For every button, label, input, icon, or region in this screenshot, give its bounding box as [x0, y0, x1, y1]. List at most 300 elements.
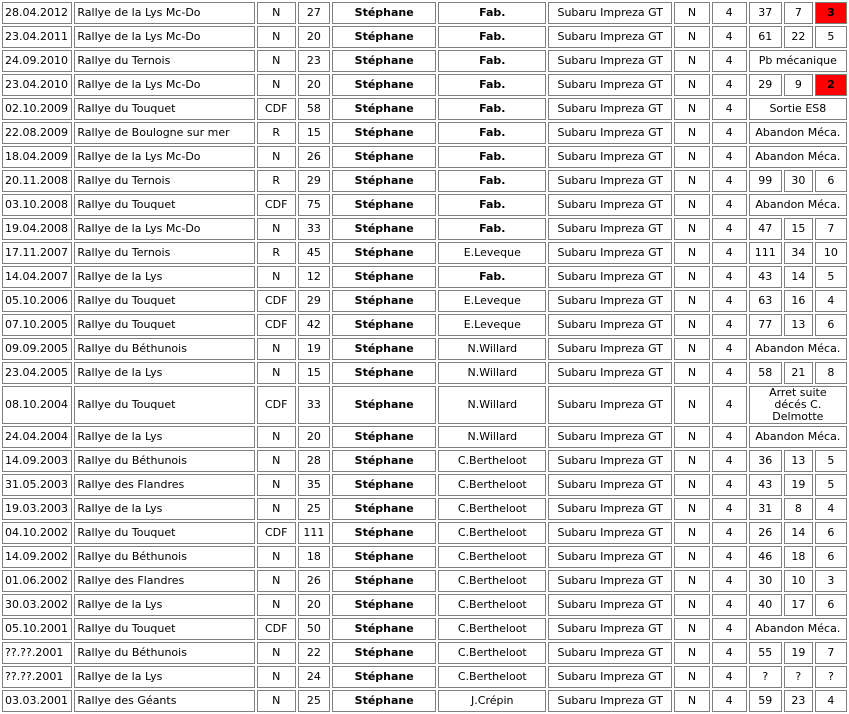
date-cell: 24.09.2010 [2, 50, 72, 72]
overall-rank-cell: 26 [749, 522, 782, 544]
overall-rank-cell: 36 [749, 450, 782, 472]
overall-rank-cell: 47 [749, 218, 782, 240]
date-cell: 22.08.2009 [2, 122, 72, 144]
car-cell: Subaru Impreza GT [548, 266, 672, 288]
class-rank-cell: 3 [815, 570, 847, 592]
class-cell: 4 [712, 26, 747, 48]
copilot-cell: Fab. [438, 26, 546, 48]
driver-cell: Stéphane [332, 666, 437, 688]
group-cell: N [674, 122, 709, 144]
rally-name-cell: Rallye du Béthunois [74, 338, 254, 360]
rally-name-cell: Rallye de la Lys [74, 498, 254, 520]
rally-name-cell: Rallye des Géants [74, 690, 254, 712]
group-cell: N [674, 170, 709, 192]
overall-rank-cell: 46 [749, 546, 782, 568]
result-note-cell: Abandon Méca. [749, 194, 847, 216]
group-rank-cell: 16 [784, 290, 813, 312]
copilot-cell: C.Bertheloot [438, 618, 546, 640]
date-cell: 05.10.2001 [2, 618, 72, 640]
race-number-cell: 45 [298, 242, 330, 264]
class-cell: 4 [712, 290, 747, 312]
table-row [2, 362, 847, 384]
car-cell: Subaru Impreza GT [548, 74, 672, 96]
car-cell: Subaru Impreza GT [548, 666, 672, 688]
copilot-cell: Fab. [438, 2, 546, 24]
rally-name-cell: Rallye de la Lys [74, 266, 254, 288]
car-cell: Subaru Impreza GT [548, 642, 672, 664]
class-rank-cell: 5 [815, 450, 847, 472]
table-row [2, 450, 847, 472]
copilot-cell: C.Bertheloot [438, 522, 546, 544]
group-rank-cell: 19 [784, 474, 813, 496]
overall-rank-cell: 77 [749, 314, 782, 336]
driver-cell: Stéphane [332, 98, 437, 120]
driver-cell: Stéphane [332, 26, 437, 48]
date-cell: 03.03.2001 [2, 690, 72, 712]
category-cell: N [257, 474, 296, 496]
group-cell: N [674, 498, 709, 520]
driver-cell: Stéphane [332, 338, 437, 360]
group-cell: N [674, 666, 709, 688]
group-cell: N [674, 426, 709, 448]
rally-name-cell: Rallye du Touquet [74, 618, 254, 640]
category-cell: CDF [257, 386, 296, 424]
driver-cell: Stéphane [332, 546, 437, 568]
table-row [2, 98, 847, 120]
table-row [2, 522, 847, 544]
driver-cell: Stéphane [332, 498, 437, 520]
copilot-cell: C.Bertheloot [438, 450, 546, 472]
copilot-cell: C.Bertheloot [438, 498, 546, 520]
driver-cell: Stéphane [332, 74, 437, 96]
date-cell: 17.11.2007 [2, 242, 72, 264]
category-cell: N [257, 546, 296, 568]
category-cell: N [257, 26, 296, 48]
rally-name-cell: Rallye de la Lys [74, 426, 254, 448]
car-cell: Subaru Impreza GT [548, 242, 672, 264]
driver-cell: Stéphane [332, 450, 437, 472]
race-number-cell: 35 [298, 474, 330, 496]
car-cell: Subaru Impreza GT [548, 146, 672, 168]
copilot-cell: Fab. [438, 170, 546, 192]
class-cell: 4 [712, 522, 747, 544]
class-cell: 4 [712, 98, 747, 120]
date-cell: 05.10.2006 [2, 290, 72, 312]
copilot-cell: Fab. [438, 146, 546, 168]
copilot-cell: Fab. [438, 122, 546, 144]
group-cell: N [674, 618, 709, 640]
group-cell: N [674, 266, 709, 288]
date-cell: ??.??.2001 [2, 666, 72, 688]
class-cell: 4 [712, 546, 747, 568]
overall-rank-cell: 58 [749, 362, 782, 384]
class-cell: 4 [712, 386, 747, 424]
group-cell: N [674, 474, 709, 496]
race-number-cell: 42 [298, 314, 330, 336]
class-cell: 4 [712, 314, 747, 336]
copilot-cell: C.Bertheloot [438, 474, 546, 496]
driver-cell: Stéphane [332, 218, 437, 240]
group-rank-cell: 10 [784, 570, 813, 592]
result-note-cell: Abandon Méca. [749, 426, 847, 448]
group-cell: N [674, 2, 709, 24]
race-number-cell: 29 [298, 290, 330, 312]
table-row [2, 266, 847, 288]
copilot-cell: J.Crépin [438, 690, 546, 712]
group-rank-cell: 23 [784, 690, 813, 712]
class-cell: 4 [712, 666, 747, 688]
race-number-cell: 22 [298, 642, 330, 664]
class-cell: 4 [712, 570, 747, 592]
group-cell: N [674, 194, 709, 216]
group-cell: N [674, 570, 709, 592]
driver-cell: Stéphane [332, 386, 437, 424]
results-body [2, 2, 847, 712]
date-cell: 23.04.2005 [2, 362, 72, 384]
group-cell: N [674, 242, 709, 264]
class-cell: 4 [712, 474, 747, 496]
driver-cell: Stéphane [332, 194, 437, 216]
driver-cell: Stéphane [332, 314, 437, 336]
copilot-cell: N.Willard [438, 426, 546, 448]
copilot-cell: Fab. [438, 266, 546, 288]
race-number-cell: 25 [298, 690, 330, 712]
overall-rank-cell: 43 [749, 474, 782, 496]
group-cell: N [674, 314, 709, 336]
rally-name-cell: Rallye du Ternois [74, 170, 254, 192]
copilot-cell: C.Bertheloot [438, 666, 546, 688]
group-rank-cell: 14 [784, 266, 813, 288]
rally-name-cell: Rallye du Ternois [74, 50, 254, 72]
rally-name-cell: Rallye du Touquet [74, 386, 254, 424]
table-row [2, 618, 847, 640]
copilot-cell: N.Willard [438, 362, 546, 384]
rally-name-cell: Rallye de la Lys [74, 666, 254, 688]
driver-cell: Stéphane [332, 146, 437, 168]
table-row [2, 146, 847, 168]
class-cell: 4 [712, 266, 747, 288]
table-row [2, 338, 847, 360]
date-cell: 02.10.2009 [2, 98, 72, 120]
category-cell: CDF [257, 290, 296, 312]
date-cell: 01.06.2002 [2, 570, 72, 592]
group-rank-cell: 14 [784, 522, 813, 544]
race-number-cell: 33 [298, 386, 330, 424]
copilot-cell: Fab. [438, 74, 546, 96]
race-number-cell: 58 [298, 98, 330, 120]
table-row [2, 2, 847, 24]
group-cell: N [674, 642, 709, 664]
car-cell: Subaru Impreza GT [548, 522, 672, 544]
group-cell: N [674, 218, 709, 240]
group-cell: N [674, 98, 709, 120]
group-cell: N [674, 26, 709, 48]
group-rank-cell: 17 [784, 594, 813, 616]
class-rank-cell: 6 [815, 546, 847, 568]
table-row [2, 386, 847, 424]
category-cell: CDF [257, 98, 296, 120]
date-cell: 19.04.2008 [2, 218, 72, 240]
class-rank-cell: 2 [815, 74, 847, 96]
group-cell: N [674, 362, 709, 384]
overall-rank-cell: 40 [749, 594, 782, 616]
copilot-cell: Fab. [438, 218, 546, 240]
category-cell: N [257, 426, 296, 448]
class-cell: 4 [712, 194, 747, 216]
group-cell: N [674, 386, 709, 424]
table-row [2, 170, 847, 192]
race-number-cell: 25 [298, 498, 330, 520]
result-note-cell: Arret suite décés C. Delmotte [749, 386, 847, 424]
driver-cell: Stéphane [332, 290, 437, 312]
race-number-cell: 18 [298, 546, 330, 568]
car-cell: Subaru Impreza GT [548, 498, 672, 520]
overall-rank-cell: 29 [749, 74, 782, 96]
car-cell: Subaru Impreza GT [548, 474, 672, 496]
class-cell: 4 [712, 50, 747, 72]
class-rank-cell: 4 [815, 690, 847, 712]
overall-rank-cell: 43 [749, 266, 782, 288]
car-cell: Subaru Impreza GT [548, 194, 672, 216]
race-number-cell: 29 [298, 170, 330, 192]
table-row [2, 26, 847, 48]
overall-rank-cell: 30 [749, 570, 782, 592]
table-row [2, 570, 847, 592]
driver-cell: Stéphane [332, 474, 437, 496]
driver-cell: Stéphane [332, 266, 437, 288]
date-cell: 07.10.2005 [2, 314, 72, 336]
date-cell: ??.??.2001 [2, 642, 72, 664]
group-rank-cell: 9 [784, 74, 813, 96]
table-row [2, 290, 847, 312]
class-cell: 4 [712, 642, 747, 664]
result-note-cell: Abandon Méca. [749, 146, 847, 168]
group-rank-cell: 8 [784, 498, 813, 520]
table-row [2, 218, 847, 240]
copilot-cell: E.Leveque [438, 290, 546, 312]
rally-name-cell: Rallye de la Lys [74, 594, 254, 616]
rally-name-cell: Rallye de la Lys Mc-Do [74, 74, 254, 96]
date-cell: 28.04.2012 [2, 2, 72, 24]
class-cell: 4 [712, 450, 747, 472]
car-cell: Subaru Impreza GT [548, 338, 672, 360]
group-rank-cell: 7 [784, 2, 813, 24]
category-cell: N [257, 450, 296, 472]
class-rank-cell: ? [815, 666, 847, 688]
category-cell: R [257, 242, 296, 264]
category-cell: CDF [257, 522, 296, 544]
race-number-cell: 27 [298, 2, 330, 24]
group-cell: N [674, 546, 709, 568]
driver-cell: Stéphane [332, 618, 437, 640]
table-row [2, 242, 847, 264]
driver-cell: Stéphane [332, 642, 437, 664]
car-cell: Subaru Impreza GT [548, 2, 672, 24]
driver-cell: Stéphane [332, 2, 437, 24]
category-cell: CDF [257, 194, 296, 216]
copilot-cell: Fab. [438, 50, 546, 72]
rally-name-cell: Rallye du Ternois [74, 242, 254, 264]
race-number-cell: 24 [298, 666, 330, 688]
car-cell: Subaru Impreza GT [548, 546, 672, 568]
driver-cell: Stéphane [332, 170, 437, 192]
class-rank-cell: 6 [815, 594, 847, 616]
category-cell: R [257, 170, 296, 192]
table-row [2, 194, 847, 216]
date-cell: 14.09.2003 [2, 450, 72, 472]
table-row [2, 642, 847, 664]
class-cell: 4 [712, 594, 747, 616]
date-cell: 23.04.2011 [2, 26, 72, 48]
overall-rank-cell: 99 [749, 170, 782, 192]
driver-cell: Stéphane [332, 242, 437, 264]
copilot-cell: E.Leveque [438, 314, 546, 336]
car-cell: Subaru Impreza GT [548, 314, 672, 336]
result-note-cell: Abandon Méca. [749, 618, 847, 640]
car-cell: Subaru Impreza GT [548, 98, 672, 120]
group-cell: N [674, 594, 709, 616]
copilot-cell: N.Willard [438, 338, 546, 360]
table-row [2, 74, 847, 96]
car-cell: Subaru Impreza GT [548, 450, 672, 472]
class-rank-cell: 5 [815, 26, 847, 48]
date-cell: 14.04.2007 [2, 266, 72, 288]
race-number-cell: 75 [298, 194, 330, 216]
copilot-cell: Fab. [438, 98, 546, 120]
class-cell: 4 [712, 122, 747, 144]
driver-cell: Stéphane [332, 362, 437, 384]
group-cell: N [674, 450, 709, 472]
group-rank-cell: 22 [784, 26, 813, 48]
class-rank-cell: 6 [815, 170, 847, 192]
rally-name-cell: Rallye du Touquet [74, 314, 254, 336]
table-row [2, 666, 847, 688]
rally-name-cell: Rallye du Touquet [74, 522, 254, 544]
race-number-cell: 33 [298, 218, 330, 240]
driver-cell: Stéphane [332, 522, 437, 544]
category-cell: N [257, 338, 296, 360]
car-cell: Subaru Impreza GT [548, 426, 672, 448]
class-rank-cell: 4 [815, 498, 847, 520]
date-cell: 04.10.2002 [2, 522, 72, 544]
rally-name-cell: Rallye du Touquet [74, 194, 254, 216]
category-cell: CDF [257, 314, 296, 336]
table-row [2, 594, 847, 616]
rally-name-cell: Rallye de la Lys Mc-Do [74, 218, 254, 240]
table-row [2, 426, 847, 448]
group-rank-cell: 13 [784, 314, 813, 336]
table-row [2, 122, 847, 144]
group-rank-cell: 30 [784, 170, 813, 192]
class-cell: 4 [712, 338, 747, 360]
category-cell: N [257, 498, 296, 520]
group-cell: N [674, 290, 709, 312]
rally-name-cell: Rallye de la Lys Mc-Do [74, 146, 254, 168]
group-rank-cell: 18 [784, 546, 813, 568]
class-rank-cell: 7 [815, 642, 847, 664]
date-cell: 14.09.2002 [2, 546, 72, 568]
car-cell: Subaru Impreza GT [548, 594, 672, 616]
category-cell: N [257, 690, 296, 712]
class-cell: 4 [712, 74, 747, 96]
class-rank-cell: 6 [815, 522, 847, 544]
rally-name-cell: Rallye de la Lys Mc-Do [74, 26, 254, 48]
rally-name-cell: Rallye des Flandres [74, 570, 254, 592]
group-cell: N [674, 690, 709, 712]
class-cell: 4 [712, 218, 747, 240]
driver-cell: Stéphane [332, 570, 437, 592]
category-cell: R [257, 122, 296, 144]
table-row [2, 314, 847, 336]
category-cell: N [257, 266, 296, 288]
car-cell: Subaru Impreza GT [548, 690, 672, 712]
category-cell: N [257, 146, 296, 168]
car-cell: Subaru Impreza GT [548, 122, 672, 144]
race-number-cell: 20 [298, 26, 330, 48]
rally-name-cell: Rallye du Béthunois [74, 450, 254, 472]
rally-name-cell: Rallye de la Lys [74, 362, 254, 384]
car-cell: Subaru Impreza GT [548, 570, 672, 592]
category-cell: N [257, 594, 296, 616]
category-cell: N [257, 2, 296, 24]
category-cell: N [257, 362, 296, 384]
race-number-cell: 15 [298, 362, 330, 384]
class-cell: 4 [712, 690, 747, 712]
overall-rank-cell: 111 [749, 242, 782, 264]
date-cell: 18.04.2009 [2, 146, 72, 168]
race-number-cell: 20 [298, 426, 330, 448]
driver-cell: Stéphane [332, 50, 437, 72]
date-cell: 31.05.2003 [2, 474, 72, 496]
table-row [2, 498, 847, 520]
race-number-cell: 28 [298, 450, 330, 472]
result-note-cell: Sortie ES8 [749, 98, 847, 120]
rally-name-cell: Rallye des Flandres [74, 474, 254, 496]
car-cell: Subaru Impreza GT [548, 386, 672, 424]
car-cell: Subaru Impreza GT [548, 26, 672, 48]
group-cell: N [674, 146, 709, 168]
table-row [2, 50, 847, 72]
category-cell: N [257, 74, 296, 96]
result-note-cell: Pb mécanique [749, 50, 847, 72]
date-cell: 19.03.2003 [2, 498, 72, 520]
copilot-cell: C.Bertheloot [438, 570, 546, 592]
class-cell: 4 [712, 242, 747, 264]
category-cell: N [257, 666, 296, 688]
class-rank-cell: 10 [815, 242, 847, 264]
table-row [2, 474, 847, 496]
copilot-cell: C.Bertheloot [438, 546, 546, 568]
class-rank-cell: 8 [815, 362, 847, 384]
race-number-cell: 23 [298, 50, 330, 72]
driver-cell: Stéphane [332, 122, 437, 144]
class-cell: 4 [712, 618, 747, 640]
group-cell: N [674, 338, 709, 360]
group-rank-cell: 13 [784, 450, 813, 472]
copilot-cell: E.Leveque [438, 242, 546, 264]
rally-name-cell: Rallye de Boulogne sur mer [74, 122, 254, 144]
result-note-cell: Abandon Méca. [749, 122, 847, 144]
group-cell: N [674, 74, 709, 96]
copilot-cell: Fab. [438, 194, 546, 216]
overall-rank-cell: 37 [749, 2, 782, 24]
driver-cell: Stéphane [332, 426, 437, 448]
car-cell: Subaru Impreza GT [548, 290, 672, 312]
car-cell: Subaru Impreza GT [548, 218, 672, 240]
class-rank-cell: 4 [815, 290, 847, 312]
category-cell: N [257, 570, 296, 592]
class-cell: 4 [712, 2, 747, 24]
